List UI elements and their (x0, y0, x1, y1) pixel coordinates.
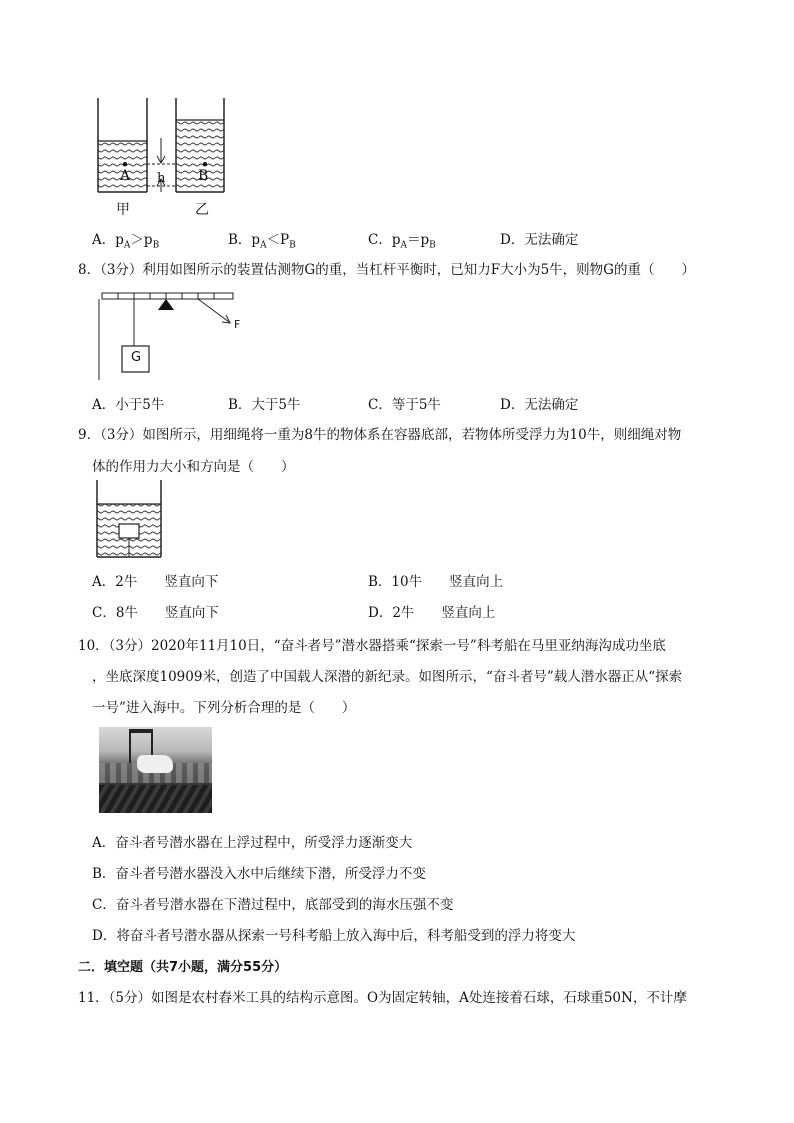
fig7-h-label: h (157, 171, 166, 186)
fig7-left-caption: 甲 (116, 202, 130, 218)
q10-stem-line2: ，坐底深度10909米，创造了中国载人深潜的新纪录。如图所示，“奋斗者号”载人潜水器正从“探索 (92, 669, 683, 685)
q9-stem-line2: 体的作用力大小和方向是（ ） (92, 459, 295, 475)
q10-stem-line3: 一号”进入海中。下列分析合理的是（ ） (92, 700, 356, 716)
photo-submersible (137, 755, 173, 773)
q8-stem: 8．（3分）利用如图所示的装置估测物G的重，当杠杆平衡时，已知力F大小为5牛，则物G的重（ ） (78, 262, 695, 278)
q11-stem-line1: 11．（5分）如图是农村舂米工具的结构示意图。O为固定转轴，A处连接着石球，石球重50N，不计摩 (78, 990, 687, 1006)
q7-option-a[interactable]: A．$p_A>p_B$ (92, 232, 160, 251)
submersible-photo (99, 727, 212, 813)
photo-dark-water (99, 785, 212, 813)
q7-option-d[interactable]: D．无法确定 (500, 232, 579, 248)
q7-option-c[interactable]: C．$p_A=p_B$ (368, 232, 436, 251)
fig7-right-caption: 乙 (195, 202, 209, 218)
fig7-point-a-label: A (120, 168, 131, 184)
q10-option-b[interactable]: B．奋斗者号潜水器没入水中后继续下潜，所受浮力不变 (92, 866, 426, 882)
q8-option-b[interactable]: B．大于5牛 (228, 397, 301, 413)
q8-option-c[interactable]: C．等于5牛 (368, 397, 441, 413)
q9-container-diagram (95, 480, 165, 560)
section2-heading: 二．填空题（共7小题，满分55分） (78, 960, 288, 975)
fig7-point-b-label: B (198, 168, 209, 184)
q9-option-a[interactable]: A．2牛 竖直向下 (92, 574, 219, 590)
q10-option-a[interactable]: A．奋斗者号潜水器在上浮过程中，所受浮力逐渐变大 (92, 835, 413, 851)
q9-option-c[interactable]: C．8牛 竖直向下 (92, 605, 219, 621)
q8-option-d[interactable]: D．无法确定 (500, 397, 579, 413)
q9-stem-line1: 9．（3分）如图所示，用细绳将一重为8牛的物体系在容器底部，若物体所受浮力为10牛，则细绳对物 (78, 427, 682, 443)
q10-stem-line1: 10．（3分）2020年11月10日，“奋斗者号”潜水器搭乘“探索一号”科考船在马里亚纳海沟成功坐底 (78, 638, 666, 654)
q10-option-d[interactable]: D．将奋斗者号潜水器从探索一号科考船上放入海中后，科考船受到的浮力将变大 (92, 928, 576, 944)
q8-lever-diagram (98, 290, 248, 382)
q8-option-a[interactable]: A．小于5牛 (92, 397, 165, 413)
q9-option-d[interactable]: D．2牛 竖直向上 (368, 605, 496, 621)
q7-option-b[interactable]: B．$p_A<P_B$ (228, 232, 296, 251)
q8-fig-f-label: F (234, 318, 241, 331)
q9-option-b[interactable]: B．10牛 竖直向上 (368, 574, 504, 590)
q10-option-c[interactable]: C．奋斗者号潜水器在下潜过程中，底部受到的海水压强不变 (92, 897, 454, 913)
q8-fig-g-label: G (131, 350, 142, 365)
